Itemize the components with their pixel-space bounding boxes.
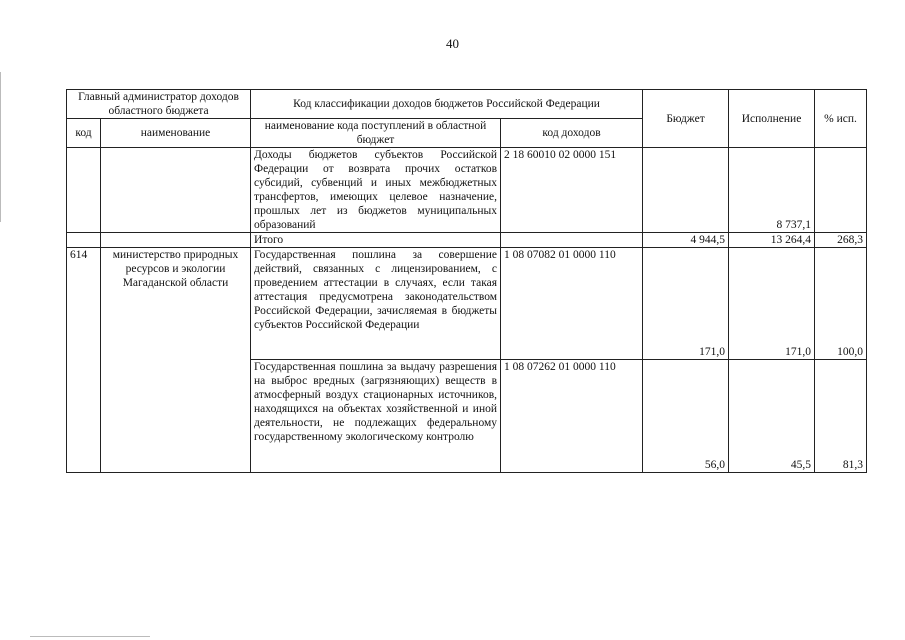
percent-value: 100,0 [815,248,867,360]
header-percent: % исп. [815,90,867,148]
percent-value [815,148,867,233]
income-description: Доходы бюджетов субъектов Российской Федерации от возврата прочих остатков субсидий, субвенций и иных межбюджетных трансфертов, имеющих целевое назначение, прошлых лет из бюджетов муниципальных образований [251,148,501,233]
header-row-top [67,90,867,119]
execution-value: 45,5 [729,360,815,473]
total-label: Итого [251,233,501,248]
budget-value: 56,0 [643,360,729,473]
income-code: 1 08 07082 01 0000 110 [501,248,643,360]
income-code [501,233,643,248]
admin-code: 614 [67,248,101,473]
revenue-table [66,89,867,473]
income-code: 1 08 07262 01 0000 110 [501,360,643,473]
income-description: Государственная пошлина за выдачу разрешения на выброс вредных (загрязняющих) веществ в атмосферный воздух стационарных источников, находящихся на объектах хозяйственной и иной деятельности, не подлежащих федеральному государственному экологическому контролю [251,360,501,473]
header-income-code: код доходов [501,119,643,148]
percent-value: 81,3 [815,360,867,473]
admin-code-cell [67,233,101,248]
header-income-code-name: наименование кода поступлений в областной бюджет [251,119,501,148]
scan-artifact-line [0,72,1,222]
total-row [67,233,867,248]
income-code: 2 18 60010 02 0000 151 [501,148,643,233]
page-number: 40 [446,36,459,51]
total-execution: 13 264,4 [729,233,815,248]
header-budget: Бюджет [643,90,729,148]
header-code: код [67,119,101,148]
total-percent: 268,3 [815,233,867,248]
scan-artifact-line [30,636,150,637]
admin-name-cell [101,233,251,248]
execution-value: 171,0 [729,248,815,360]
admin-name: министерство природных ресурсов и экологии Магаданской области [101,248,251,473]
header-execution: Исполнение [729,90,815,148]
header-classification-group: Код классификации доходов бюджетов Российской Федерации [251,90,643,119]
execution-value: 8 737,1 [729,148,815,233]
budget-value [643,148,729,233]
header-name: наименование [101,119,251,148]
admin-name-cell [101,148,251,233]
header-admin-group: Главный администратор доходов областного бюджета [67,90,251,119]
total-budget: 4 944,5 [643,233,729,248]
admin-code-cell [67,148,101,233]
table-row [67,248,867,360]
table-row [67,148,867,233]
budget-value: 171,0 [643,248,729,360]
income-description: Государственная пошлина за совершение действий, связанных с лицензированием, с проведением аттестации в случаях, если такая аттестация предусмотрена законодательством Российской Федерации, зачисляемая в бюджеты субъектов Российской Федерации [251,248,501,360]
